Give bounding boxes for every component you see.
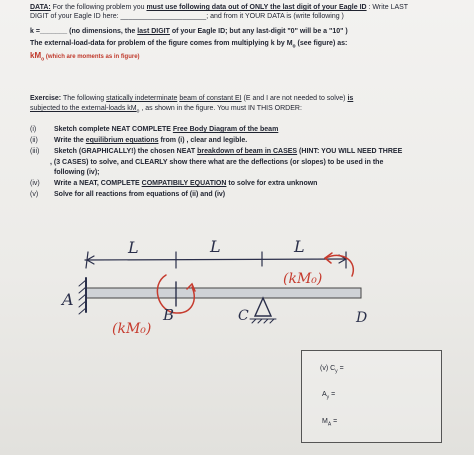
step-text-u: COMPATIBILY EQUATION [141, 180, 227, 187]
ay-sub: y [326, 394, 330, 401]
span-label-2: L [210, 237, 221, 256]
point-label-c: C [238, 308, 249, 324]
cy-label: (v) C [320, 365, 336, 372]
exercise-note: (E and I are not needed to solve) [241, 95, 348, 102]
step-text-u: Free Body Diagram of the beam [172, 126, 279, 133]
point-label-d: D [356, 310, 368, 326]
point-label-a: A [62, 290, 74, 309]
step-text-b: from (i) , clear and legible. [158, 137, 248, 144]
wall-hatch [79, 280, 86, 314]
dimension-line [85, 259, 345, 260]
ay-eq: = [329, 391, 336, 398]
answer-box [301, 350, 442, 443]
step-number: (v) [30, 191, 39, 198]
span-label-1: L [128, 238, 139, 257]
step-number: (iii) [30, 148, 40, 155]
answer-ay [322, 391, 335, 400]
kmo-note: (which are moments as in figure) [44, 54, 140, 60]
step-text-a: Sketch complete NEAT COMPLETE [54, 126, 173, 133]
step-text-a: Sketch (GRAPHICALLY!) the chosen NEAT [54, 148, 198, 155]
step-text-a: , (3 CASES) to solve, and CLEARLY show there what are the deflections (or slopes) to be used in the [50, 159, 384, 166]
answer-cy [320, 365, 344, 374]
k-note-emphasis: last DIGIT [137, 28, 170, 35]
ay-label: A [322, 391, 327, 398]
exercise-loads: subjected to the external-loads kM [30, 105, 137, 112]
support-c [255, 298, 271, 316]
exercise-loads-sub: o [136, 108, 140, 115]
step-text-a: Write the [54, 137, 86, 144]
load-data-sub: o [292, 43, 296, 50]
step-text-a: Write a NEAT, COMPLETE [54, 180, 142, 187]
data-emphasis: must use following data out of ONLY the last digit of your Eagle ID [146, 4, 367, 11]
k-note-end: of your Eagle ID; but any last-digit "0" will be a "10" ) [169, 28, 348, 35]
kmo-sub: o [41, 56, 45, 63]
exercise-emph-2: beam of constant EI [179, 95, 242, 102]
step-text-a: Solve for all reactions from equations of (ii) and (iv) [54, 191, 226, 198]
exercise-emph-1: statically indeterminate [106, 95, 178, 102]
data-text-end: : Write LAST [366, 4, 409, 11]
exercise-is: is [347, 95, 354, 102]
eagle-id-prompt: DIGIT of your Eagle ID here: [30, 13, 121, 20]
step-number: (ii) [30, 137, 38, 144]
moment-label-b: (kM₀) [112, 321, 152, 337]
point-label-b: B [163, 306, 175, 324]
moment-arrowhead-d [325, 253, 332, 263]
data-text: For the following problem you [50, 4, 147, 11]
kmo-label: kM [30, 51, 42, 60]
k-blank[interactable]: _______ [39, 28, 68, 35]
span-label-3: L [294, 237, 305, 256]
ma-sub: A [327, 421, 332, 428]
cy-eq: = [337, 365, 344, 372]
eagle-id-prompt-end: ; and from it YOUR DATA is (write following ) [206, 13, 344, 20]
step-number: (i) [30, 126, 37, 133]
support-c-ground [250, 319, 276, 323]
beam [86, 288, 361, 298]
step-text-b: to solve for extra unknown [226, 180, 318, 187]
ma-label: M [322, 418, 328, 425]
step-text-b: (HINT: YOU WILL NEED THREE [297, 148, 403, 155]
cy-sub: y [335, 368, 338, 375]
moment-label-d: (kM₀) [283, 271, 323, 287]
exercise-label: Exercise: [30, 95, 62, 102]
k-label: k = [30, 28, 40, 35]
data-label: DATA: [30, 4, 51, 11]
step-text-a: following (iv); [54, 169, 100, 176]
step-number: (iv) [30, 180, 40, 187]
step-text-u: breakdown of beam in CASES [197, 148, 298, 155]
load-data-text: The external-load-data for problem of the figure comes from multiplying k by M [30, 40, 293, 47]
exercise-text: The following [61, 95, 107, 102]
answer-ma [322, 418, 337, 427]
exercise-order: , as shown in the figure. You must IN THIS ORDER: [139, 105, 302, 112]
k-note: (no dimensions, the [67, 28, 138, 35]
ma-eq: = [331, 418, 338, 425]
step-text-u: equilibrium equations [85, 137, 159, 144]
eagle-id-blank[interactable]: ______________________ [120, 13, 207, 20]
load-data-end: (see figure) as: [295, 40, 348, 47]
